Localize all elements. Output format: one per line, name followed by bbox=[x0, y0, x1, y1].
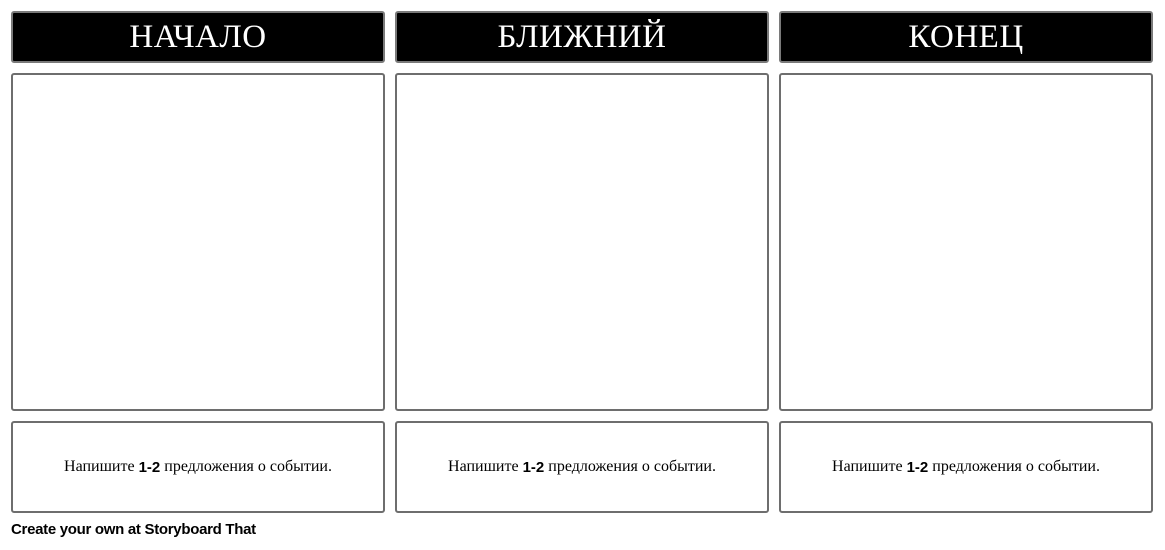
caption-text-bold: 1-2 bbox=[138, 458, 161, 476]
caption-text-before: Напишите bbox=[448, 458, 519, 475]
panel-caption-end[interactable] bbox=[779, 421, 1153, 513]
caption-text-after: предложения о событии. bbox=[548, 458, 716, 475]
panel-image-cell-middle[interactable] bbox=[395, 73, 769, 411]
panel-title-end: КОНЕЦ bbox=[779, 11, 1153, 63]
caption-text-bold: 1-2 bbox=[522, 458, 545, 476]
caption-text-after: предложения о событии. bbox=[932, 458, 1100, 475]
caption-text-before: Напишите bbox=[832, 458, 903, 475]
caption-text-bold: 1-2 bbox=[906, 458, 929, 476]
caption-text-before: Напишите bbox=[64, 458, 135, 475]
footer-credit-link[interactable]: Create your own at Storyboard That bbox=[11, 521, 256, 538]
panel-title-beginning: НАЧАЛО bbox=[11, 11, 385, 63]
panel-image-cell-beginning[interactable] bbox=[11, 73, 385, 411]
panel-caption-beginning[interactable] bbox=[11, 421, 385, 513]
panel-caption-middle[interactable] bbox=[395, 421, 769, 513]
caption-text-after: предложения о событии. bbox=[164, 458, 332, 475]
panel-title-middle: БЛИЖНИЙ bbox=[395, 11, 769, 63]
panel-image-cell-end[interactable] bbox=[779, 73, 1153, 411]
